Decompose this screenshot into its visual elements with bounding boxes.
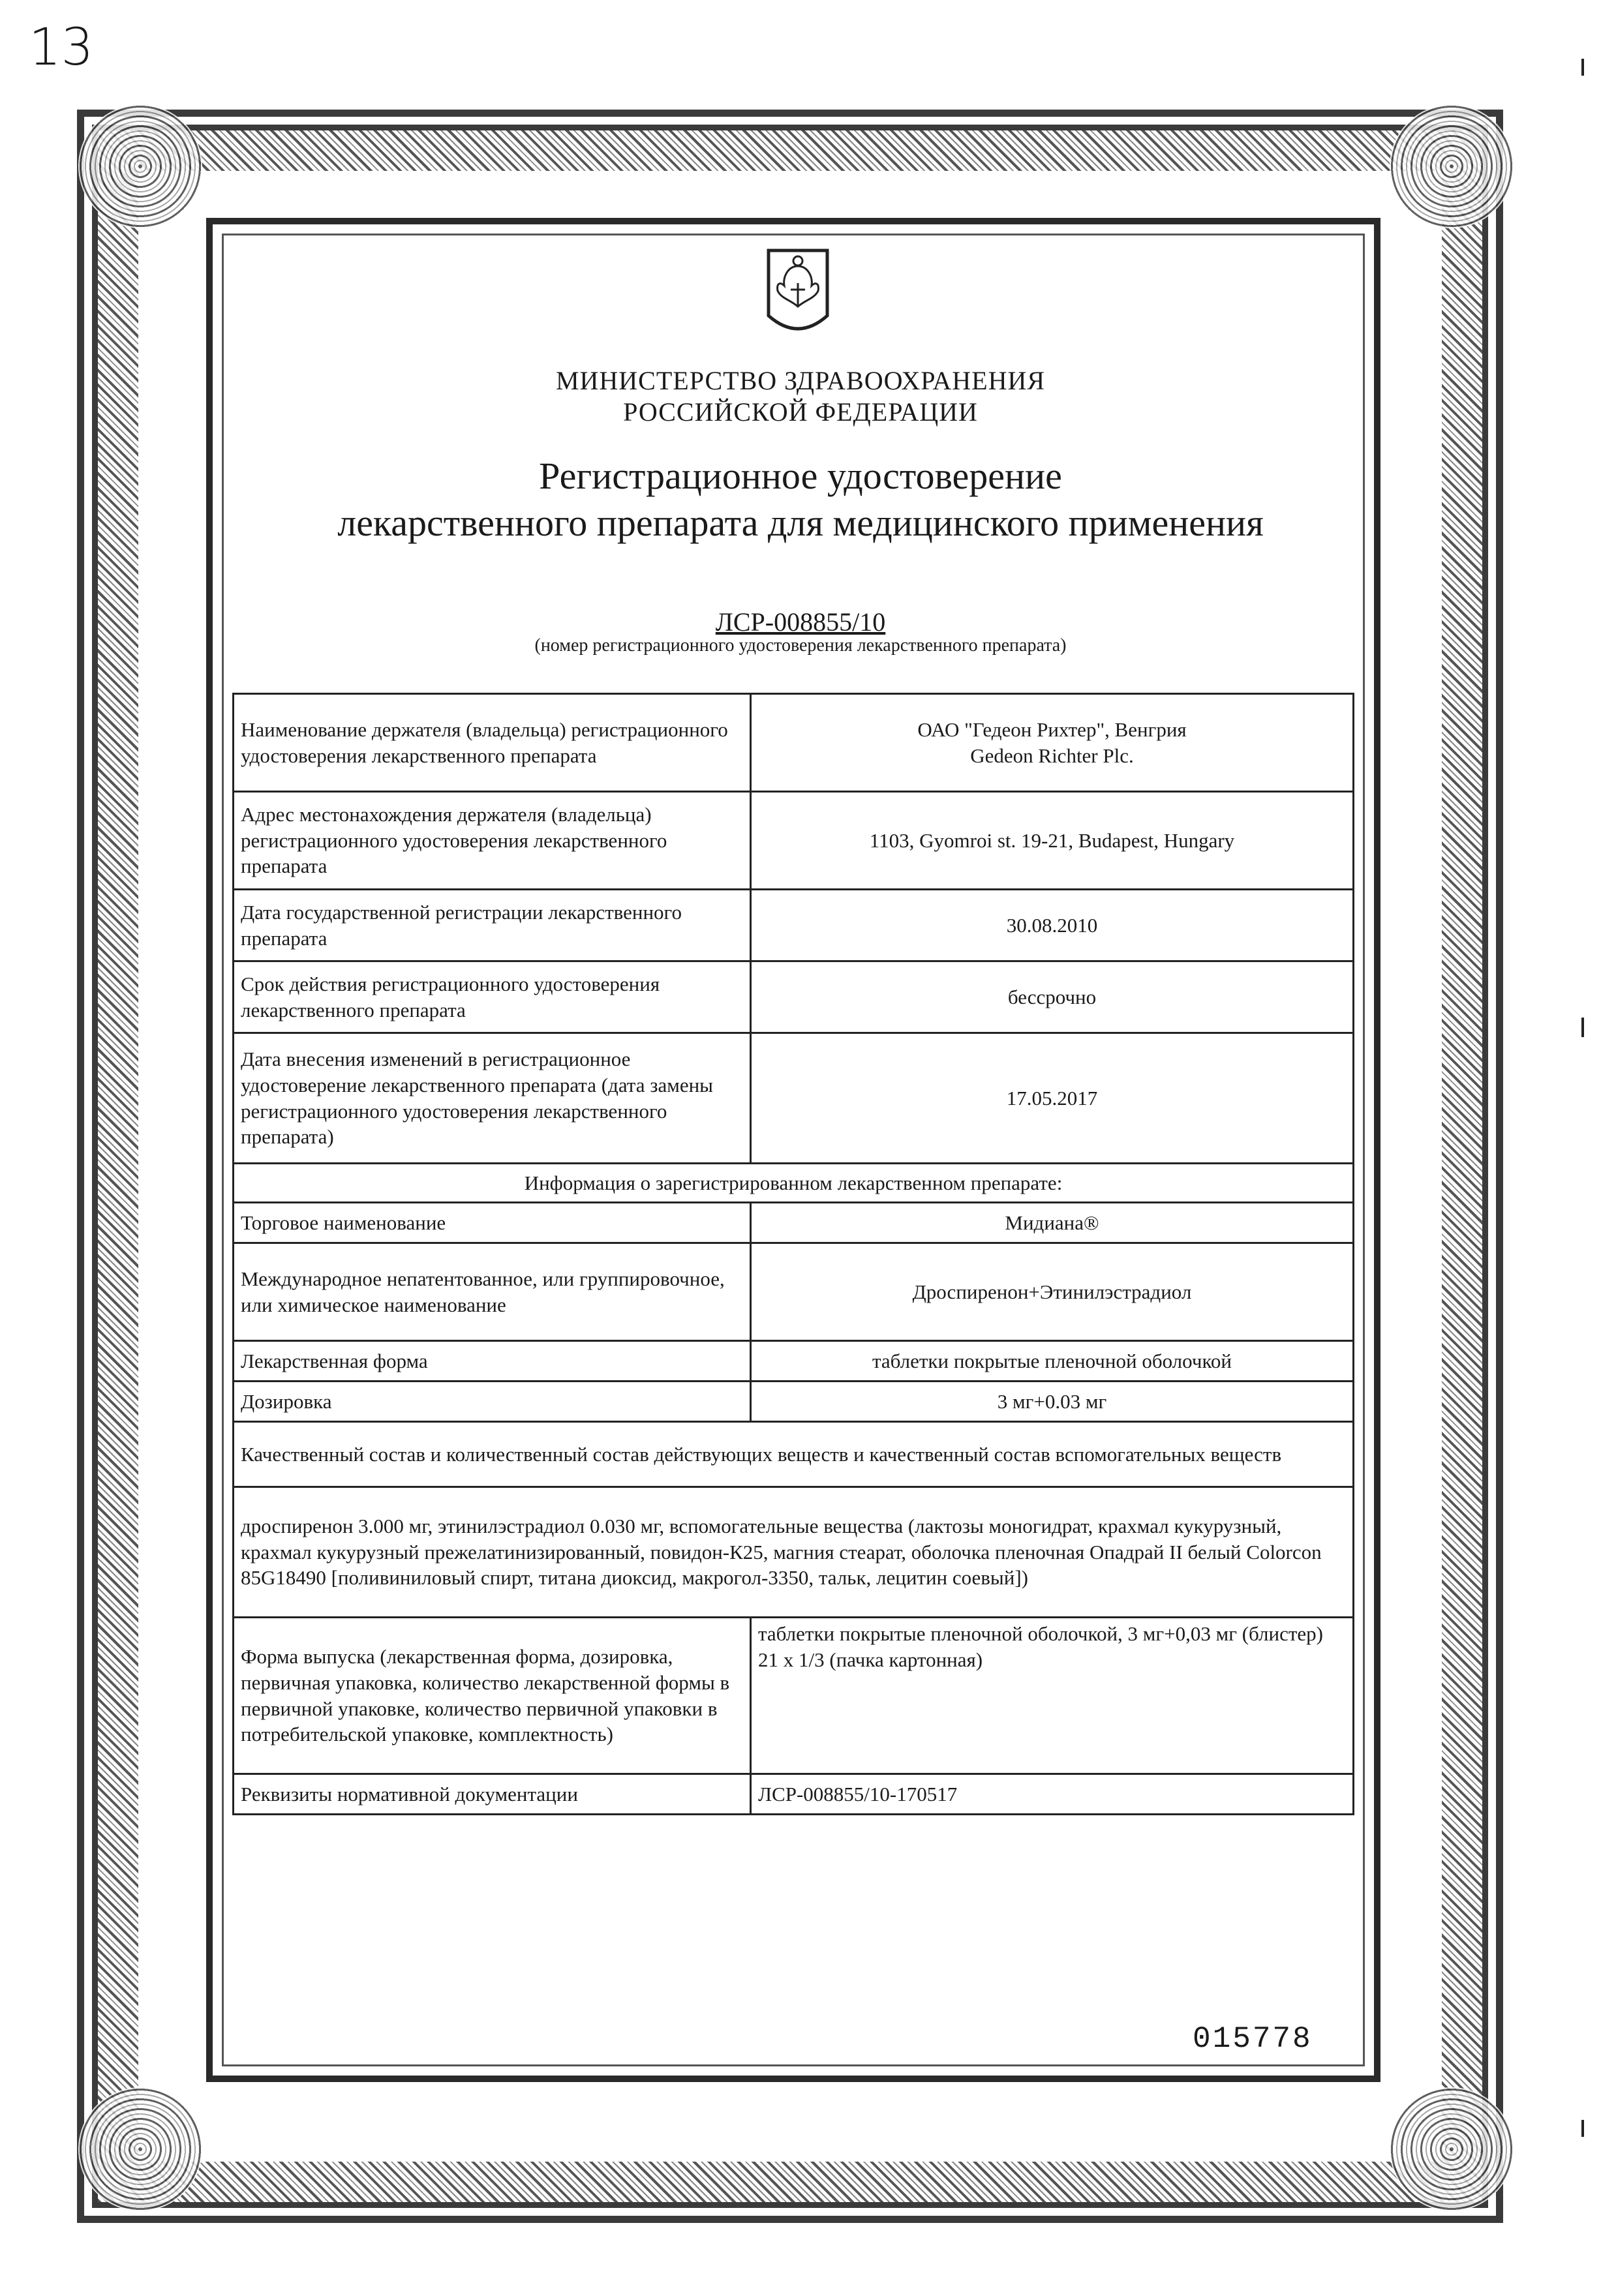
table-row (234, 1774, 1354, 1815)
holder-name-ru: ОАО "Гедеон Рихтер", Венгрия (917, 718, 1187, 741)
dosage-label: Дозировка (234, 1382, 751, 1422)
table-row (234, 1487, 1354, 1618)
handwritten-page-number: 13 (29, 18, 94, 77)
country-name: РОССИЙСКОЙ ФЕДЕРАЦИИ (623, 397, 978, 427)
inn-label: Международное непатентованное, или группировочное, или химическое наименование (234, 1243, 751, 1341)
normative-doc-label: Реквизиты нормативной документации (234, 1774, 751, 1815)
release-form-label: Форма выпуска (лекарственная форма, дозировка, первичная упаковка, количество лекарственной формы в первичной упаковке, количество первичной упаковки в потребительской упаковке, комплектность) (234, 1618, 751, 1774)
change-date-label: Дата внесения изменений в регистрационное удостоверение лекарственного препарата (дата замены регистрационного удостоверения лекарственного препарата) (234, 1033, 751, 1164)
edge-mark (1581, 2120, 1584, 2137)
coat-of-arms-emblem (765, 244, 831, 342)
table-row (234, 1422, 1354, 1487)
corner-rosette (1390, 2087, 1514, 2211)
address-label: Адрес местонахождения держателя (владельца) регистрационного удостоверения лекарственного препарата (234, 792, 751, 890)
reg-date-value: 30.08.2010 (751, 890, 1354, 961)
holder-name-en: Gedeon Richter Plc. (970, 744, 1134, 767)
normative-doc-value: ЛСР-008855/10-170517 (751, 1774, 1354, 1815)
table-row (234, 1243, 1354, 1341)
ministry-name: МИНИСТЕРСТВО ЗДРАВООХРАНЕНИЯ (555, 366, 1046, 395)
composition-header: Качественный состав и количественный состав действующих веществ и качественный состав вспомогательных веществ (234, 1422, 1354, 1487)
trade-name-label: Торговое наименование (234, 1203, 751, 1243)
trade-name-value: Мидиана® (751, 1203, 1354, 1243)
dosage-form-label: Лекарственная форма (234, 1341, 751, 1382)
table-row (234, 1382, 1354, 1422)
edge-mark (1581, 59, 1584, 76)
composition-text: дроспиренон 3.000 мг, этинилэстрадиол 0.030 мг, вспомогательные вещества (лактозы моногидрат, крахмал кукурузный, крахмал кукурузный прежелатинизированный, повидон-К25, магния стеарат, оболочка пленочная Опадрай II белый Colorcon 85G18490 [поливиниловый спирт, титана диоксид, макрогол-3350, тальк, лецитин соевый]) (234, 1487, 1354, 1618)
document-subtitle: лекарственного препарата для медицинского применения (337, 502, 1264, 544)
registration-number-caption: (номер регистрационного удостоверения лекарственного препарата) (534, 635, 1067, 656)
table-row (234, 1341, 1354, 1382)
holder-label: Наименование держателя (владельца) регистрационного удостоверения лекарственного препарата (234, 694, 751, 792)
table-row (234, 694, 1354, 792)
form-serial-number: 015778 (1193, 2022, 1313, 2056)
document-title: Регистрационное удостоверение (539, 455, 1062, 497)
dosage-form-value: таблетки покрытые пленочной оболочкой (751, 1341, 1354, 1382)
validity-value: бессрочно (751, 961, 1354, 1033)
inn-value: Дроспиренон+Этинилэстрадиол (751, 1243, 1354, 1341)
table-row (234, 1203, 1354, 1243)
certificate-table (232, 693, 1354, 1815)
table-row (234, 1164, 1354, 1203)
corner-rosette (78, 2087, 202, 2211)
edge-mark (1581, 1018, 1584, 1037)
corner-rosette (78, 104, 202, 228)
change-date-value: 17.05.2017 (751, 1033, 1354, 1164)
corner-rosette (1390, 104, 1514, 228)
table-row (234, 961, 1354, 1033)
table-row (234, 792, 1354, 890)
table-row (234, 1033, 1354, 1164)
release-form-value: таблетки покрытые пленочной оболочкой, 3 мг+0,03 мг (блистер) 21 х 1/3 (пачка картонная) (751, 1618, 1354, 1774)
table-row (234, 890, 1354, 961)
validity-label: Срок действия регистрационного удостоверения лекарственного препарата (234, 961, 751, 1033)
dosage-value: 3 мг+0.03 мг (751, 1382, 1354, 1422)
registration-number: ЛСР-008855/10 (715, 607, 886, 637)
reg-date-label: Дата государственной регистрации лекарственного препарата (234, 890, 751, 961)
table-row (234, 1618, 1354, 1774)
info-section-header: Информация о зарегистрированном лекарственном препарате: (234, 1164, 1354, 1203)
address-value: 1103, Gyomroi st. 19-21, Budapest, Hungary (751, 792, 1354, 890)
holder-value (751, 694, 1354, 792)
